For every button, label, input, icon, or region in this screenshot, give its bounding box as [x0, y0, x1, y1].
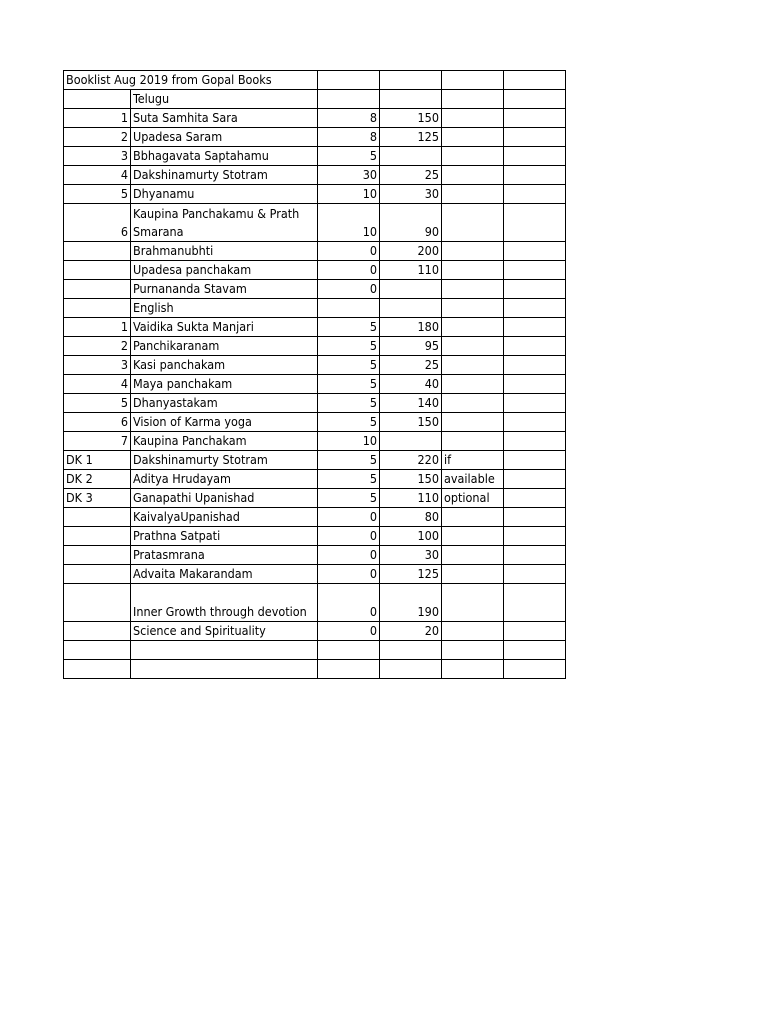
table-row — [64, 128, 566, 147]
row-number-cell[interactable]: 2 — [64, 337, 131, 356]
row-number-cell[interactable]: 7 — [64, 432, 131, 451]
quantity-cell[interactable]: 5 — [318, 318, 380, 337]
row-number-cell[interactable]: 6 — [64, 204, 131, 242]
row-number-cell[interactable] — [64, 261, 131, 280]
note-cell[interactable] — [442, 109, 504, 128]
table-row — [64, 394, 566, 413]
title-cell[interactable]: Dakshinamurty Stotram — [131, 451, 318, 470]
price-cell[interactable]: 110 — [380, 261, 442, 280]
row-number-cell[interactable]: 5 — [64, 394, 131, 413]
cell[interactable] — [380, 71, 442, 90]
price-cell[interactable]: 30 — [380, 546, 442, 565]
title-cell[interactable]: Science and Spirituality — [131, 622, 318, 641]
quantity-cell[interactable]: 0 — [318, 584, 380, 622]
title-cell[interactable]: Upadesa panchakam — [131, 261, 318, 280]
row-number-cell[interactable]: DK 2 — [64, 470, 131, 489]
extra-cell[interactable] — [504, 280, 566, 299]
quantity-cell[interactable]: 0 — [318, 622, 380, 641]
title-cell[interactable]: Pratasmrana — [131, 546, 318, 565]
extra-cell[interactable] — [504, 337, 566, 356]
table-row — [64, 565, 566, 584]
price-cell[interactable]: 30 — [380, 185, 442, 204]
quantity-cell[interactable]: 0 — [318, 565, 380, 584]
quantity-cell[interactable]: 10 — [318, 185, 380, 204]
note-cell[interactable] — [442, 375, 504, 394]
price-cell[interactable] — [380, 641, 442, 660]
quantity-cell[interactable]: 5 — [318, 470, 380, 489]
quantity-cell[interactable]: 0 — [318, 546, 380, 565]
title-cell[interactable]: Dhanyastakam — [131, 394, 318, 413]
table-row — [64, 166, 566, 185]
note-cell[interactable] — [442, 660, 504, 679]
price-cell[interactable]: 110 — [380, 489, 442, 508]
title-cell[interactable]: Vision of Karma yoga — [131, 413, 318, 432]
title-cell[interactable]: Kaupina Panchakam — [131, 432, 318, 451]
price-cell[interactable] — [380, 280, 442, 299]
row-number-cell[interactable] — [64, 565, 131, 584]
note-cell[interactable] — [442, 508, 504, 527]
title-cell[interactable]: Advaita Makarandam — [131, 565, 318, 584]
quantity-cell[interactable]: 5 — [318, 337, 380, 356]
quantity-cell[interactable]: 8 — [318, 109, 380, 128]
price-cell[interactable] — [380, 147, 442, 166]
extra-cell[interactable] — [504, 90, 566, 109]
quantity-cell[interactable]: 5 — [318, 489, 380, 508]
title-cell[interactable]: Aditya Hrudayam — [131, 470, 318, 489]
note-cell[interactable] — [442, 394, 504, 413]
title-cell[interactable]: KaivalyaUpanishad — [131, 508, 318, 527]
table-row — [64, 508, 566, 527]
row-number-cell[interactable] — [64, 584, 131, 622]
price-cell[interactable]: 25 — [380, 166, 442, 185]
table-row — [64, 375, 566, 394]
note-cell[interactable] — [442, 261, 504, 280]
title-cell[interactable]: Upadesa Saram — [131, 128, 318, 147]
price-cell[interactable]: 180 — [380, 318, 442, 337]
row-number-cell[interactable] — [64, 527, 131, 546]
note-cell[interactable] — [442, 622, 504, 641]
booklist-body — [64, 71, 566, 679]
extra-cell[interactable] — [504, 394, 566, 413]
row-number-cell[interactable] — [64, 242, 131, 261]
note-cell[interactable] — [442, 204, 504, 242]
title-cell[interactable]: Telugu — [131, 90, 318, 109]
extra-cell[interactable] — [504, 166, 566, 185]
price-cell[interactable]: 150 — [380, 413, 442, 432]
price-cell[interactable]: 95 — [380, 337, 442, 356]
title-cell[interactable]: Ganapathi Upanishad — [131, 489, 318, 508]
note-cell[interactable] — [442, 527, 504, 546]
row-number-cell[interactable] — [64, 660, 131, 679]
price-cell[interactable]: 25 — [380, 356, 442, 375]
table-row — [64, 432, 566, 451]
row-number-cell[interactable]: 1 — [64, 318, 131, 337]
title-cell[interactable]: Vaidika Sukta Manjari — [131, 318, 318, 337]
table-row — [64, 641, 566, 660]
row-number-cell[interactable] — [64, 622, 131, 641]
note-cell[interactable] — [442, 565, 504, 584]
note-cell[interactable] — [442, 413, 504, 432]
table-row — [64, 299, 566, 318]
quantity-cell[interactable] — [318, 299, 380, 318]
price-cell[interactable]: 125 — [380, 128, 442, 147]
price-cell[interactable]: 200 — [380, 242, 442, 261]
table-row — [64, 413, 566, 432]
extra-cell[interactable] — [504, 660, 566, 679]
price-cell[interactable] — [380, 299, 442, 318]
extra-cell[interactable] — [504, 584, 566, 622]
quantity-cell[interactable]: 5 — [318, 356, 380, 375]
price-cell[interactable]: 40 — [380, 375, 442, 394]
note-cell[interactable] — [442, 337, 504, 356]
extra-cell[interactable] — [504, 432, 566, 451]
title-cell[interactable]: Dakshinamurty Stotram — [131, 166, 318, 185]
price-cell[interactable] — [380, 660, 442, 679]
row-number-cell[interactable]: 4 — [64, 166, 131, 185]
price-cell[interactable]: 190 — [380, 584, 442, 622]
cell[interactable] — [504, 71, 566, 90]
header-row — [64, 71, 566, 90]
note-cell[interactable] — [442, 90, 504, 109]
price-cell[interactable]: 20 — [380, 622, 442, 641]
quantity-cell[interactable] — [318, 641, 380, 660]
table-row — [64, 451, 566, 470]
table-row — [64, 204, 566, 242]
table-row — [64, 280, 566, 299]
title-cell[interactable]: English — [131, 299, 318, 318]
title-cell[interactable] — [131, 660, 318, 679]
quantity-cell[interactable]: 8 — [318, 128, 380, 147]
extra-cell[interactable] — [504, 147, 566, 166]
table-row — [64, 90, 566, 109]
extra-cell[interactable] — [504, 508, 566, 527]
note-cell[interactable] — [442, 280, 504, 299]
note-cell[interactable]: available — [442, 470, 504, 489]
quantity-cell[interactable]: 5 — [318, 147, 380, 166]
table-row — [64, 356, 566, 375]
note-cell[interactable] — [442, 356, 504, 375]
table-row — [64, 109, 566, 128]
table-row — [64, 660, 566, 679]
row-number-cell[interactable] — [64, 508, 131, 527]
extra-cell[interactable] — [504, 299, 566, 318]
row-number-cell[interactable] — [64, 546, 131, 565]
row-number-cell[interactable]: 6 — [64, 413, 131, 432]
note-cell[interactable] — [442, 128, 504, 147]
extra-cell[interactable] — [504, 527, 566, 546]
extra-cell[interactable] — [504, 261, 566, 280]
row-number-cell[interactable]: 3 — [64, 356, 131, 375]
title-cell[interactable] — [131, 641, 318, 660]
price-cell[interactable]: 90 — [380, 204, 442, 242]
extra-cell[interactable] — [504, 109, 566, 128]
cell[interactable] — [318, 71, 380, 90]
note-cell[interactable] — [442, 242, 504, 261]
quantity-cell[interactable]: 0 — [318, 527, 380, 546]
note-cell[interactable] — [442, 641, 504, 660]
table-row — [64, 546, 566, 565]
extra-cell[interactable] — [504, 470, 566, 489]
price-cell[interactable]: 150 — [380, 470, 442, 489]
note-cell[interactable]: optional — [442, 489, 504, 508]
quantity-cell[interactable]: 10 — [318, 204, 380, 242]
extra-cell[interactable] — [504, 356, 566, 375]
quantity-cell[interactable]: 10 — [318, 432, 380, 451]
title-cell[interactable]: Maya panchakam — [131, 375, 318, 394]
extra-cell[interactable] — [504, 451, 566, 470]
title-cell[interactable]: Kasi panchakam — [131, 356, 318, 375]
title-cell[interactable]: Suta Samhita Sara — [131, 109, 318, 128]
quantity-cell[interactable]: 0 — [318, 508, 380, 527]
table-row — [64, 527, 566, 546]
title-cell[interactable]: Prathna Satpati — [131, 527, 318, 546]
table-row — [64, 337, 566, 356]
table-row — [64, 470, 566, 489]
note-cell[interactable] — [442, 546, 504, 565]
row-number-cell[interactable]: DK 1 — [64, 451, 131, 470]
extra-cell[interactable] — [504, 565, 566, 584]
price-cell[interactable] — [380, 90, 442, 109]
note-cell[interactable] — [442, 432, 504, 451]
extra-cell[interactable] — [504, 413, 566, 432]
note-cell[interactable] — [442, 318, 504, 337]
row-number-cell[interactable] — [64, 90, 131, 109]
note-cell[interactable] — [442, 147, 504, 166]
table-row — [64, 185, 566, 204]
extra-cell[interactable] — [504, 622, 566, 641]
note-cell[interactable]: if — [442, 451, 504, 470]
quantity-cell[interactable] — [318, 660, 380, 679]
table-row — [64, 584, 566, 622]
quantity-cell[interactable]: 0 — [318, 261, 380, 280]
row-number-cell[interactable]: DK 3 — [64, 489, 131, 508]
row-number-cell[interactable]: 4 — [64, 375, 131, 394]
quantity-cell[interactable]: 5 — [318, 451, 380, 470]
table-row — [64, 622, 566, 641]
extra-cell[interactable] — [504, 375, 566, 394]
table-row — [64, 489, 566, 508]
price-cell[interactable]: 150 — [380, 109, 442, 128]
extra-cell[interactable] — [504, 128, 566, 147]
note-cell[interactable] — [442, 299, 504, 318]
price-cell[interactable]: 140 — [380, 394, 442, 413]
booklist-table — [63, 70, 566, 679]
quantity-cell[interactable]: 5 — [318, 413, 380, 432]
quantity-cell[interactable]: 5 — [318, 375, 380, 394]
row-number-cell[interactable]: 1 — [64, 109, 131, 128]
price-cell[interactable]: 125 — [380, 565, 442, 584]
table-row — [64, 261, 566, 280]
note-cell[interactable] — [442, 185, 504, 204]
title-cell[interactable]: Dhyanamu — [131, 185, 318, 204]
row-number-cell[interactable]: 5 — [64, 185, 131, 204]
extra-cell[interactable] — [504, 185, 566, 204]
extra-cell[interactable] — [504, 318, 566, 337]
title-cell[interactable]: Purnananda Stavam — [131, 280, 318, 299]
note-cell[interactable] — [442, 166, 504, 185]
title-cell[interactable]: Kaupina Panchakamu & Prath Smarana — [131, 204, 318, 242]
quantity-cell[interactable]: 0 — [318, 280, 380, 299]
row-number-cell[interactable] — [64, 280, 131, 299]
price-cell[interactable]: 100 — [380, 527, 442, 546]
price-cell[interactable]: 220 — [380, 451, 442, 470]
title-cell[interactable]: Brahmanubhti — [131, 242, 318, 261]
price-cell[interactable]: 80 — [380, 508, 442, 527]
extra-cell[interactable] — [504, 546, 566, 565]
cell[interactable] — [442, 71, 504, 90]
extra-cell[interactable] — [504, 204, 566, 242]
quantity-cell[interactable]: 30 — [318, 166, 380, 185]
title-cell[interactable]: Bbhagavata Saptahamu — [131, 147, 318, 166]
row-number-cell[interactable] — [64, 299, 131, 318]
title-cell[interactable]: Inner Growth through devotion — [131, 584, 318, 622]
extra-cell[interactable] — [504, 489, 566, 508]
quantity-cell[interactable] — [318, 90, 380, 109]
quantity-cell[interactable]: 5 — [318, 394, 380, 413]
extra-cell[interactable] — [504, 641, 566, 660]
note-cell[interactable] — [442, 584, 504, 622]
title-cell[interactable]: Panchikaranam — [131, 337, 318, 356]
table-row — [64, 242, 566, 261]
extra-cell[interactable] — [504, 242, 566, 261]
row-number-cell[interactable]: 2 — [64, 128, 131, 147]
row-number-cell[interactable]: 3 — [64, 147, 131, 166]
sheet-title[interactable]: Booklist Aug 2019 from Gopal Books — [64, 71, 318, 90]
table-row — [64, 318, 566, 337]
quantity-cell[interactable]: 0 — [318, 242, 380, 261]
row-number-cell[interactable] — [64, 641, 131, 660]
table-row — [64, 147, 566, 166]
price-cell[interactable] — [380, 432, 442, 451]
